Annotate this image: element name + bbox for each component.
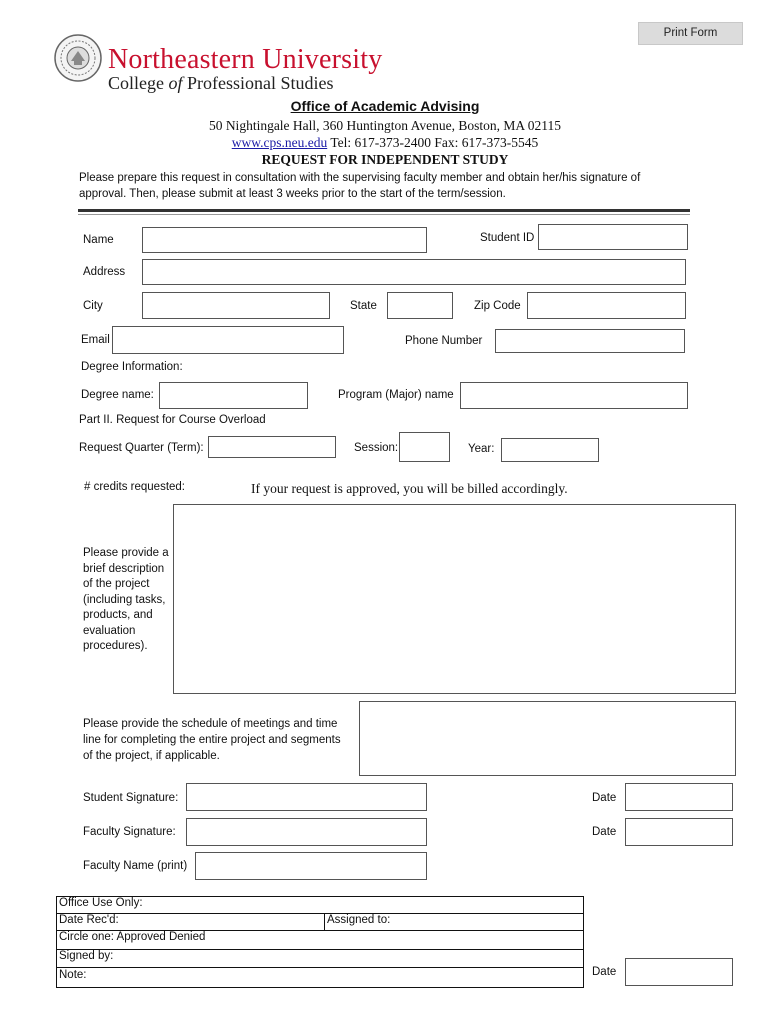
session-field[interactable] (399, 432, 450, 462)
instructions: Please prepare this request in consultation with the supervising faculty member and obtain her/his signature of approval. Then, please submit at least 3 weeks prior to the start of the term/session. (79, 172, 641, 200)
contact-line: www.cps.neu.edu Tel: 617-373-2400 Fax: 617-373-5545 (231, 135, 539, 150)
office-date-field[interactable] (625, 958, 733, 986)
website-link[interactable]: www.cps.neu.edu (231, 135, 328, 150)
credits-label: # credits requested: (84, 481, 186, 493)
faculty-name-field[interactable] (195, 852, 427, 880)
degree-info-label: Degree Information: (81, 361, 183, 373)
degree-name-label: Degree name: (81, 389, 154, 401)
header-divider-thin (78, 214, 690, 215)
email-label: Email (81, 334, 110, 346)
phone-field[interactable] (495, 329, 685, 353)
schedule-field[interactable] (359, 701, 736, 776)
college-name: College of Professional Studies (108, 73, 334, 93)
note-label: Note: (59, 969, 87, 981)
student-id-label: Student ID (480, 232, 535, 244)
office-use-table (56, 896, 584, 988)
office-title: Office of Academic Advising (290, 98, 480, 114)
faculty-signature-label: Faculty Signature: (83, 826, 176, 838)
city-label: City (83, 300, 103, 312)
phone-label: Phone Number (405, 335, 483, 347)
faculty-name-label: Faculty Name (print) (83, 860, 188, 872)
request-quarter-label: Request Quarter (Term): (79, 442, 204, 454)
student-id-field[interactable] (538, 224, 688, 250)
name-label: Name (83, 234, 114, 246)
print-form-button[interactable]: Print Form (638, 22, 743, 45)
year-label: Year: (468, 443, 495, 455)
degree-name-field[interactable] (159, 382, 308, 409)
request-quarter-field[interactable] (208, 436, 336, 458)
student-signature-label: Student Signature: (83, 792, 179, 804)
state-field[interactable] (387, 292, 453, 319)
date-received-label: Date Rec'd: (59, 914, 119, 926)
session-label: Session: (354, 442, 399, 454)
year-field[interactable] (501, 438, 599, 462)
program-label: Program (Major) name (338, 389, 454, 401)
zip-field[interactable] (527, 292, 686, 319)
faculty-signature-field[interactable] (186, 818, 427, 846)
billing-note: If your request is approved, you will be billed accordingly. (251, 481, 568, 496)
description-label: Please provide a brief description of the project (including tasks, products, and evaluation procedures). (83, 547, 169, 652)
university-name: Northeastern University (108, 44, 383, 75)
student-date-field[interactable] (625, 783, 733, 811)
student-signature-field[interactable] (186, 783, 427, 811)
office-address: 50 Nightingale Hall, 360 Huntington Avenue, Boston, MA 02115 (208, 118, 562, 133)
email-field[interactable] (112, 326, 344, 354)
circle-one-label: Circle one: Approved Denied (59, 931, 206, 943)
address-label: Address (83, 266, 126, 278)
faculty-date-label: Date (592, 826, 617, 838)
city-field[interactable] (142, 292, 330, 319)
office-date-label: Date (592, 966, 617, 978)
program-field[interactable] (460, 382, 688, 409)
assigned-to-label: Assigned to: (327, 914, 391, 926)
office-use-title: Office Use Only: (59, 897, 143, 909)
state-label: State (350, 300, 377, 312)
zip-label: Zip Code (474, 300, 521, 312)
schedule-label: Please provide the schedule of meetings and time line for completing the entire project and segments of the project, if applicable. (83, 718, 341, 762)
faculty-date-field[interactable] (625, 818, 733, 846)
form-title: REQUEST FOR INDEPENDENT STUDY (261, 152, 509, 167)
name-field[interactable] (142, 227, 427, 253)
student-date-label: Date (592, 792, 617, 804)
university-seal-icon (54, 34, 102, 82)
header-divider (78, 209, 690, 212)
address-field[interactable] (142, 259, 686, 285)
part2-heading: Part II. Request for Course Overload (79, 414, 266, 426)
signed-by-label: Signed by: (59, 950, 114, 962)
description-field[interactable] (173, 504, 736, 694)
